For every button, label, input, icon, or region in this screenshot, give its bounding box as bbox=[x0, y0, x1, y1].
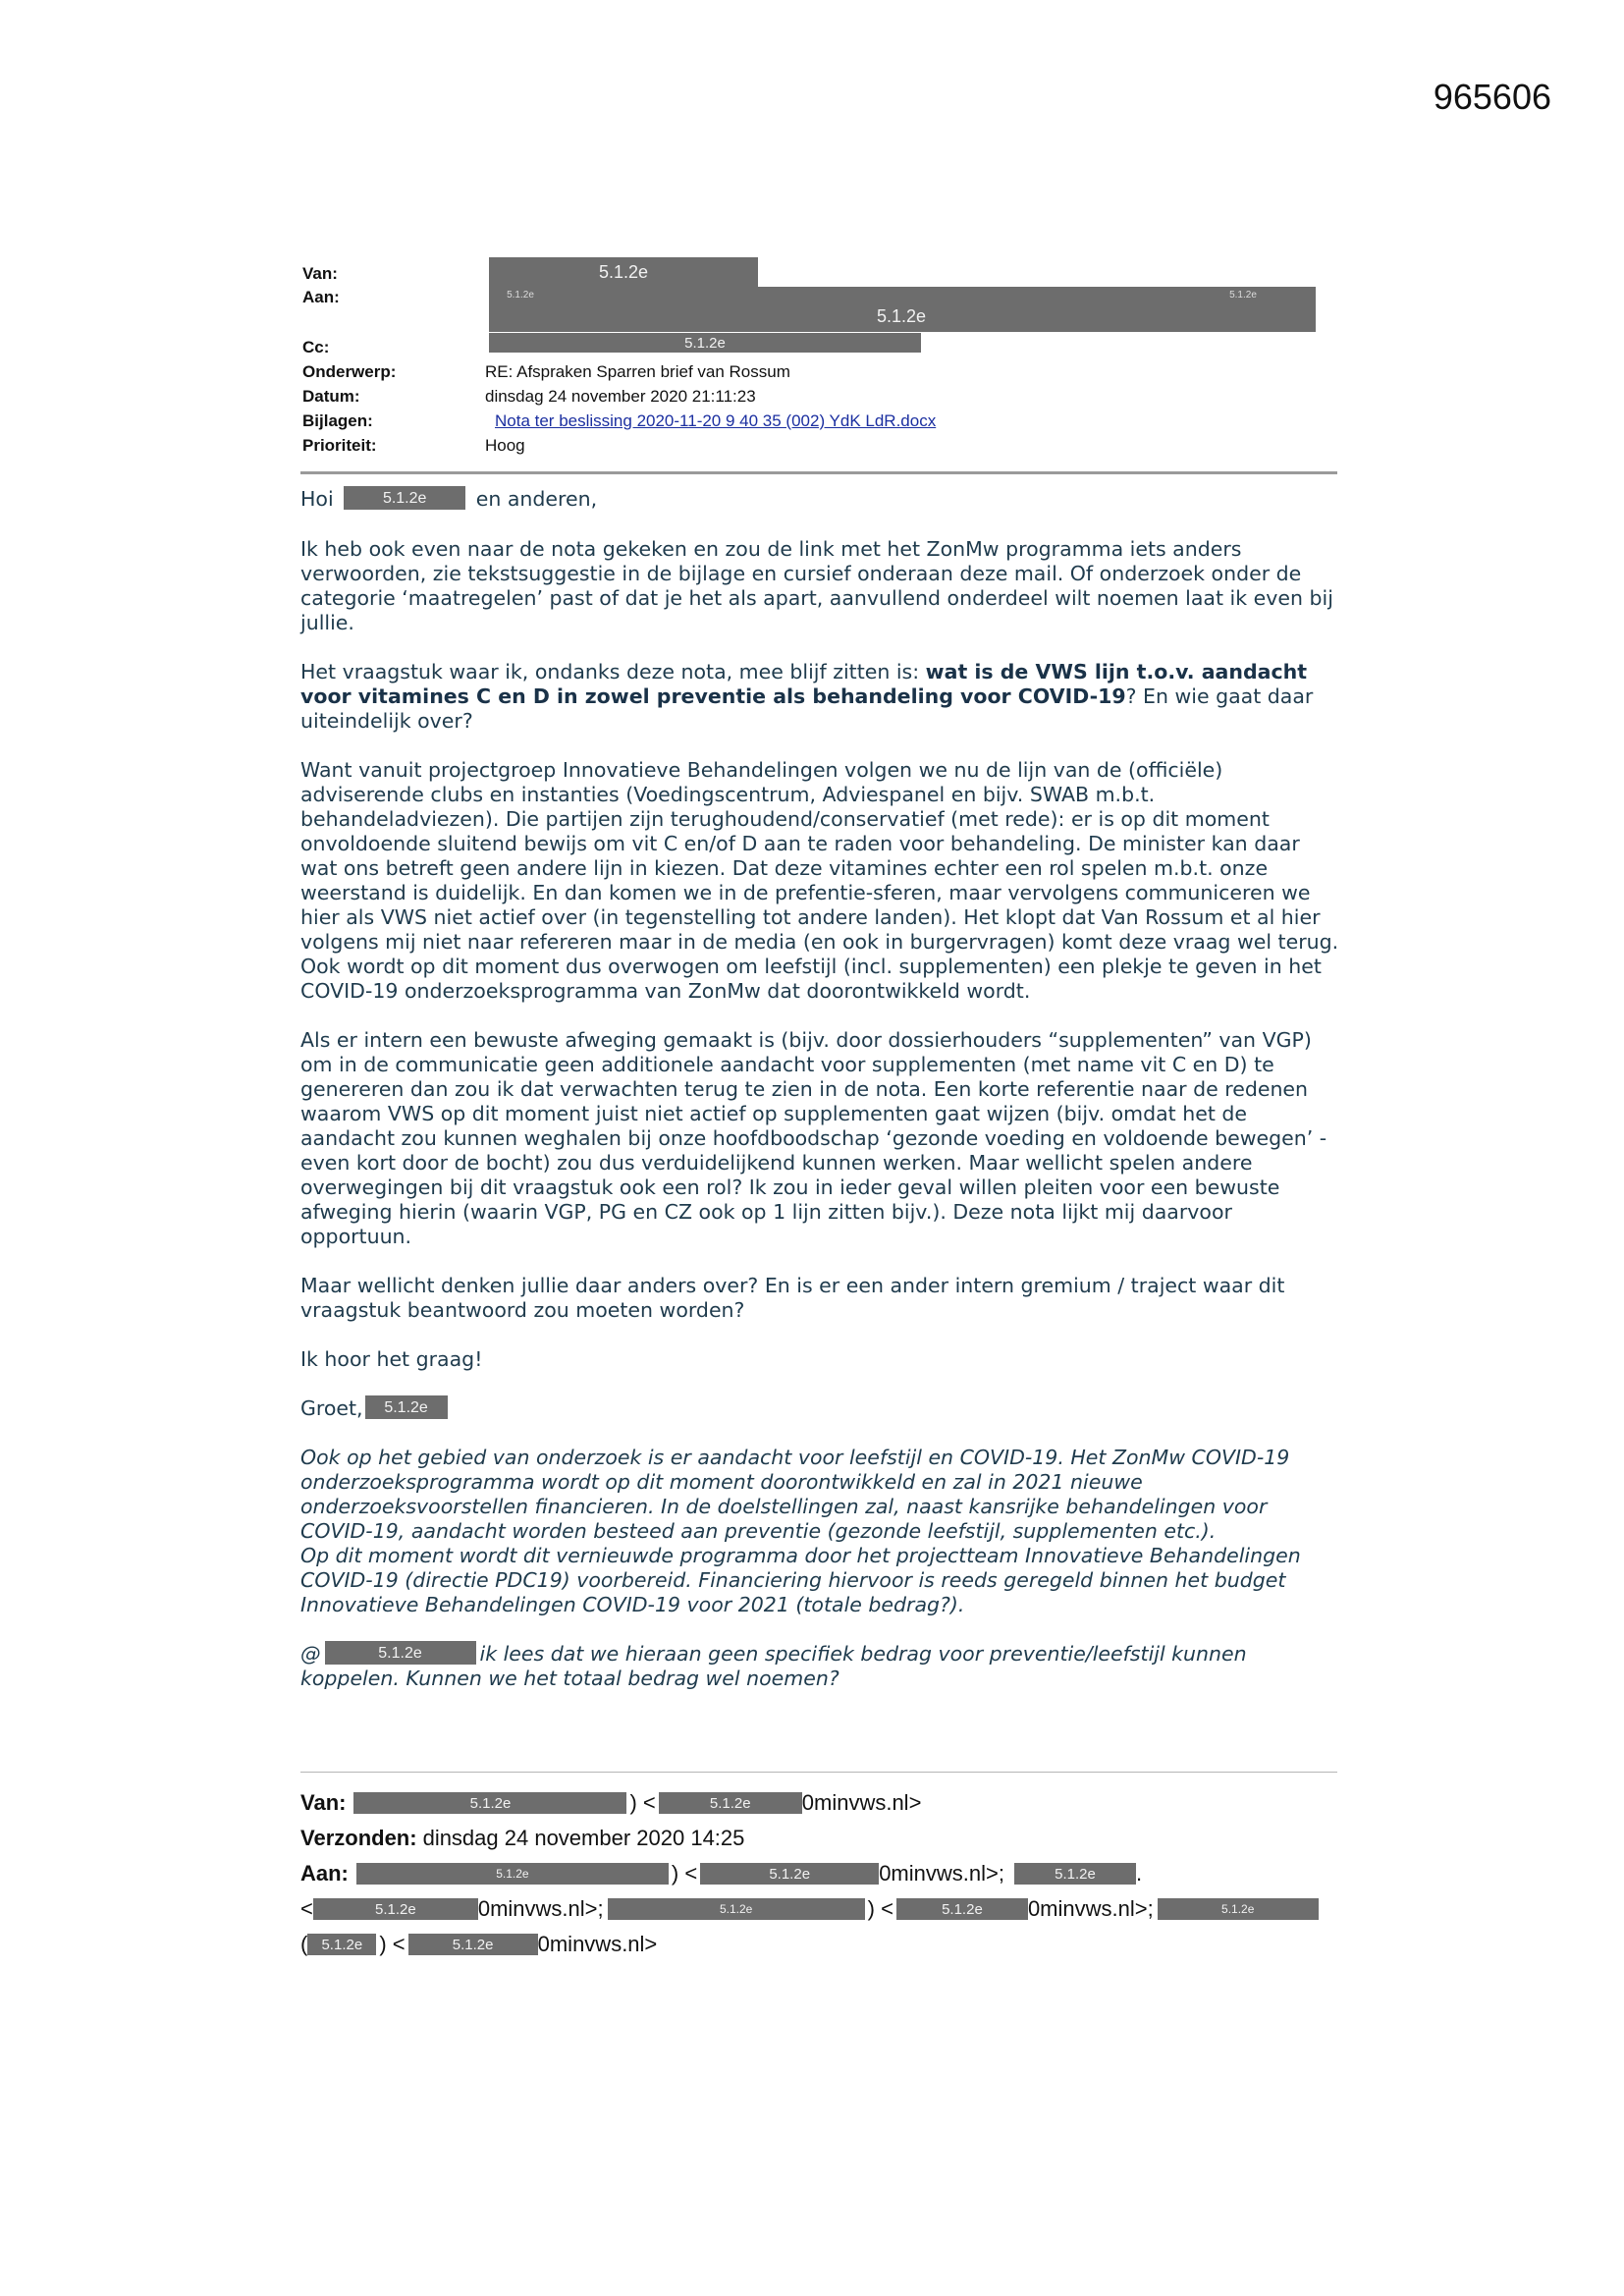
prioriteit-label: Prioriteit: bbox=[302, 435, 377, 455]
email-header bbox=[302, 261, 1316, 458]
fwd-aan-line-3: ( 5.1.2e ) < 5.1.2e 0minvws.nl> bbox=[300, 1932, 658, 1956]
redaction-box: 5.1.2e bbox=[325, 1641, 476, 1665]
header-van-row bbox=[302, 261, 1316, 286]
forward-separator bbox=[300, 1772, 1337, 1773]
header-datum-row bbox=[302, 384, 1316, 409]
key-question: wat is de VWS lijn t.o.v. aandacht voor vitamines C en D in zowel preventie als behandeling voor COVID-19 bbox=[300, 660, 1308, 708]
redaction-box: 5.1.2e bbox=[353, 1792, 626, 1814]
header-cc-row bbox=[302, 335, 1316, 359]
redaction-box: 5.1.2e bbox=[1229, 289, 1257, 301]
bijlagen-label: Bijlagen: bbox=[302, 410, 373, 430]
date-value: dinsdag 24 november 2020 21:11:23 bbox=[485, 386, 756, 406]
paragraph-3: Want vanuit projectgroep Innovatieve Behandelingen volgen we nu de lijn van de (officiële) adviserende clubs en instanties (Voedingscentrum, Adviespanel en bijv. SWAB m.b.t. behandeladviezen). Die partijen zijn terughoudend/conservatief (met rede): er is op dit moment onvoldoende sluitend bewijs om vit C en/of D aan te raden voor behandeling. De minister kan daar wat ons betreft geen andere lijn in kiezen. Dat deze vitamines echter een rol spelen m.b.t. onze weerstand is duidelijk. En dan komen we in de prefentie-sferen, maar vervolgens communiceren we hier als VWS niet actief over (in tegenstelling tot andere landen). Het klopt dat Van Rossum et al hier volgens mij niet naar refereren maar in de media (en ook in burgervragen) komt deze vraag wel terug. Ook wordt op dit moment dus overwogen om leefstijl (incl. supplementen) een plekje te geven in het COVID-19 onderzoeksprogramma van ZonMw dat doorontwikkeld wordt. bbox=[300, 758, 1339, 1003]
redaction-box: 5.1.2e bbox=[313, 1898, 478, 1920]
redaction-box: 5.1.2e bbox=[356, 1863, 669, 1885]
attachment-link[interactable]: Nota ter beslissing 2020-11-20 9 40 35 (002) YdK LdR.docx bbox=[495, 410, 937, 430]
redaction-box: 5.1.2e bbox=[365, 1395, 448, 1419]
redaction-box: 5.1.2e bbox=[876, 305, 927, 326]
datum-label: Datum: bbox=[302, 386, 360, 406]
paragraph-2: Het vraagstuk waar ik, ondanks deze nota, mee blijf zitten is: wat is de VWS lijn t.o.v. aandacht voor vitamines C en D in zowel preventie als behandeling voor COVID-19? En wie gaat daar uiteindelijk over? bbox=[300, 660, 1314, 733]
redaction-box: 5.1.2e bbox=[608, 1898, 865, 1920]
header-prioriteit-row bbox=[302, 433, 1316, 458]
redaction-box: 5.1.2e bbox=[659, 1792, 802, 1814]
paragraph-4: Als er intern een bewuste afweging gemaakt is (bijv. door dossierhouders “supplementen” van VGP) om in de communicatie geen additionele aandacht voor supplementen (met name vit C en D) te genereren dan zou ik dat verwachten terug te zien in de nota. Een korte referentie naar de redenen waarom VWS op dit moment juist niet actief op supplementen gaat wijzen (bijv. omdat het de aandacht zou kunnen weghalen bij onze hoofdboodschap ‘gezonde voeding en voldoende bewegen’ - even kort door de bocht) zou dus verduidelijkend kunnen werken. Maar wellicht spelen andere overwegingen bij dit vraagstuk ook een rol? Ik zou in ieder geval willen pleiten voor een bewuste afweging hierin (waarin VGP, PG en CZ ook op 1 lijn zitten bijv.). Deze nota lijkt mij daarvoor opportuun. bbox=[300, 1028, 1327, 1248]
aan-label: Aan: bbox=[302, 288, 340, 306]
fwd-van-line: Van: 5.1.2e ) < 5.1.2e 0minvws.nl> bbox=[300, 1790, 922, 1815]
header-bijlagen-row bbox=[302, 409, 1316, 433]
paragraph-5: Maar wellicht denken jullie daar anders over? En is er een ander intern gremium / traject waar dit vraagstuk beantwoord zou moeten worden? bbox=[300, 1274, 1285, 1322]
italic-question: @ 5.1.2e ik lees dat we hieraan geen specifiek bedrag voor preventie/leefstijl kunnen koppelen. Kunnen we het totaal bedrag wel noemen? bbox=[300, 1642, 1247, 1690]
italic-paragraph-2: Op dit moment wordt dit vernieuwde programma door het projectteam Innovatieve Behandelingen COVID-19 (directie PDC19) voorbereid. Financiering hiervoor is reeds geregeld binnen het budget Innovatieve Behandelingen COVID-19 voor 2021 (totale bedrag?). bbox=[300, 1544, 1301, 1616]
van-label: Van: bbox=[302, 263, 338, 283]
fwd-aan-line-2: < 5.1.2e 0minvws.nl>; 5.1.2e ) < 5.1.2e 0minvws.nl>; 5.1.2e bbox=[300, 1891, 1341, 1927]
redaction-box: 5.1.2e bbox=[700, 1863, 879, 1885]
italic-paragraph-1: Ook op het gebied van onderzoek is er aandacht voor leefstijl en COVID-19. Het ZonMw COVID-19 onderzoeksprogramma wordt op dit moment doorontwikkeld en zal in 2021 nieuwe onderzoeksvoorstellen financieren. In de doelstellingen zal, naast kansrijke behandelingen voor COVID-19, aandacht worden besteed aan preventie (gezonde leefstijl, supplementen etc.). bbox=[300, 1446, 1290, 1543]
document-id: 965606 bbox=[1433, 77, 1551, 117]
priority-value: Hoog bbox=[485, 435, 525, 455]
header-separator bbox=[300, 471, 1337, 474]
redaction-box: 5.1.2e bbox=[896, 1898, 1028, 1920]
forwarded-header bbox=[300, 1785, 1341, 1962]
cc-label: Cc: bbox=[302, 337, 330, 356]
fwd-verzonden-line: Verzonden: dinsdag 24 november 2020 14:25 bbox=[300, 1826, 745, 1850]
onderwerp-label: Onderwerp: bbox=[302, 361, 397, 381]
redaction-box: 5.1.2e bbox=[307, 1934, 376, 1955]
redaction-box: 5.1.2e bbox=[344, 486, 465, 510]
redaction-box: 5.1.2e bbox=[489, 257, 758, 287]
italic-suggestion bbox=[300, 1446, 1341, 1617]
paragraph-1: Ik heb ook even naar de nota gekeken en zou de link met het ZonMw programma iets anders verwoorden, zie tekstsuggestie in de bijlage en cursief onderaan deze mail. Of onderzoek onder de categorie ‘maatregelen’ past of dat je het als apart, aanvullend onderdeel wilt noemen laat ik even bij jullie. bbox=[300, 537, 1333, 634]
redaction-box: 5.1.2e bbox=[1158, 1898, 1319, 1920]
greeting: Hoi 5.1.2e en anderen, bbox=[300, 487, 598, 511]
header-aan-row bbox=[302, 286, 1316, 335]
subject-value: RE: Afspraken Sparren brief van Rossum bbox=[485, 361, 790, 381]
paragraph-6: Ik hoor het graag! bbox=[300, 1347, 483, 1371]
email-body bbox=[300, 487, 1341, 1716]
redaction-box: 5.1.2e bbox=[408, 1934, 538, 1955]
redaction-box: 5.1.2e bbox=[489, 333, 921, 353]
redaction-box: 5.1.2e bbox=[507, 289, 534, 301]
fwd-aan-line: Aan: 5.1.2e ) < 5.1.2e 0minvws.nl>; 5.1.2e . bbox=[300, 1861, 1143, 1886]
sign-off: Groet, 5.1.2e bbox=[300, 1396, 1341, 1421]
redaction-box: 5.1.2e bbox=[1014, 1863, 1136, 1885]
header-onderwerp-row bbox=[302, 359, 1316, 384]
